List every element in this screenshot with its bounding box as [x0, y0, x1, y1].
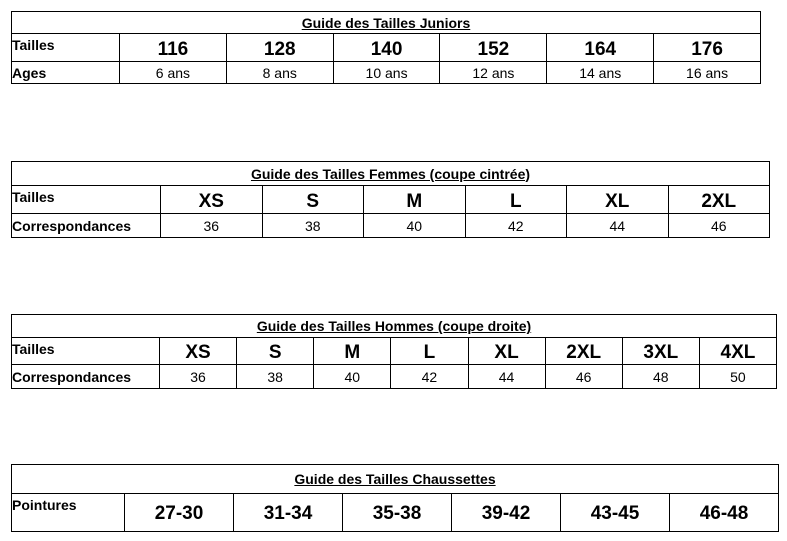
socks-size-cell: 35-38 [343, 494, 452, 532]
socks-size-cell: 46-48 [670, 494, 779, 532]
women-size-cell: XL [567, 186, 669, 214]
men-size-cell: L [391, 338, 468, 365]
socks-title: Guide des Tailles Chaussettes [12, 465, 779, 494]
men-correspondence-cell: 38 [237, 365, 314, 389]
socks-size-cell: 31-34 [234, 494, 343, 532]
women-sizes-label: Tailles [12, 186, 161, 214]
socks-size-cell: 39-42 [452, 494, 561, 532]
juniors-title: Guide des Tailles Juniors [12, 12, 761, 34]
men-correspondence-cell: 36 [160, 365, 237, 389]
size-guide-women-table [11, 161, 770, 238]
juniors-size-cell: 128 [226, 34, 333, 62]
juniors-age-cell: 16 ans [654, 62, 761, 84]
men-size-cell: 2XL [545, 338, 622, 365]
women-correspondence-cell: 42 [465, 214, 567, 238]
juniors-age-cell: 6 ans [120, 62, 227, 84]
size-guide-men-table [11, 314, 777, 389]
women-size-cell: L [465, 186, 567, 214]
women-size-cell: M [364, 186, 466, 214]
juniors-age-cell: 14 ans [547, 62, 654, 84]
men-size-cell: S [237, 338, 314, 365]
women-correspondence-cell: 36 [161, 214, 263, 238]
size-guide-socks-table [11, 464, 779, 532]
men-title: Guide des Tailles Hommes (coupe droite) [12, 315, 777, 338]
men-sizes-label: Tailles [12, 338, 160, 365]
size-guide-juniors-table [11, 11, 761, 84]
women-correspondence-cell: 40 [364, 214, 466, 238]
juniors-age-cell: 8 ans [226, 62, 333, 84]
women-correspondence-cell: 46 [668, 214, 770, 238]
juniors-size-cell: 152 [440, 34, 547, 62]
juniors-sizes-label: Tailles [12, 34, 120, 62]
juniors-ages-label: Ages [12, 62, 120, 84]
juniors-size-cell: 140 [333, 34, 440, 62]
men-correspondence-cell: 42 [391, 365, 468, 389]
juniors-size-cell: 164 [547, 34, 654, 62]
women-size-cell: 2XL [668, 186, 770, 214]
women-size-cell: S [262, 186, 364, 214]
socks-size-cell: 43-45 [561, 494, 670, 532]
juniors-age-cell: 10 ans [333, 62, 440, 84]
men-correspondence-cell: 46 [545, 365, 622, 389]
men-size-cell: XS [160, 338, 237, 365]
women-title: Guide des Tailles Femmes (coupe cintrée) [12, 162, 770, 186]
men-size-cell: M [314, 338, 391, 365]
men-size-cell: 3XL [622, 338, 699, 365]
socks-size-cell: 27-30 [125, 494, 234, 532]
women-correspondence-cell: 44 [567, 214, 669, 238]
women-correspondences-label: Correspondances [12, 214, 161, 238]
men-correspondence-cell: 50 [699, 365, 776, 389]
men-correspondences-label: Correspondances [12, 365, 160, 389]
men-correspondence-cell: 48 [622, 365, 699, 389]
men-correspondence-cell: 40 [314, 365, 391, 389]
men-size-cell: 4XL [699, 338, 776, 365]
juniors-size-cell: 116 [120, 34, 227, 62]
men-size-cell: XL [468, 338, 545, 365]
men-correspondence-cell: 44 [468, 365, 545, 389]
juniors-age-cell: 12 ans [440, 62, 547, 84]
socks-shoe-sizes-label: Pointures [12, 494, 125, 532]
women-correspondence-cell: 38 [262, 214, 364, 238]
women-size-cell: XS [161, 186, 263, 214]
juniors-size-cell: 176 [654, 34, 761, 62]
